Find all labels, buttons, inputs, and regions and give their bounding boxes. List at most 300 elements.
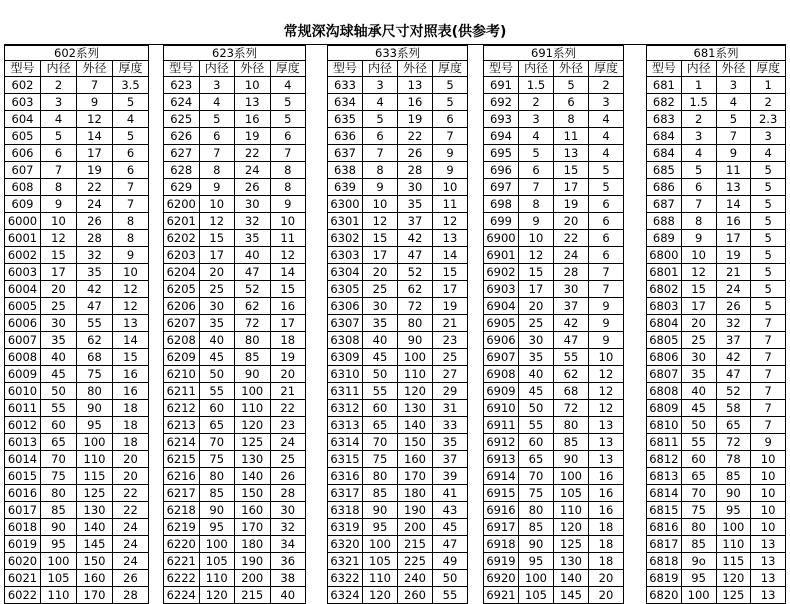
thickness-cell: 6 bbox=[113, 162, 149, 179]
inner-diameter-cell: 30 bbox=[199, 298, 235, 315]
outer-diameter-cell: 90 bbox=[398, 332, 433, 349]
model-cell: 6321 bbox=[328, 553, 363, 570]
table-row bbox=[647, 417, 786, 434]
model-cell: 685 bbox=[647, 162, 682, 179]
model-cell: 6015 bbox=[5, 468, 41, 485]
inner-diameter-cell: 85 bbox=[681, 536, 716, 553]
model-cell: 626 bbox=[164, 128, 200, 145]
model-cell: 6312 bbox=[328, 400, 363, 417]
thickness-cell: 55 bbox=[433, 587, 468, 604]
thickness-cell: 13 bbox=[751, 587, 786, 604]
table-row bbox=[164, 264, 306, 281]
thickness-cell: 16 bbox=[113, 366, 149, 383]
inner-diameter-cell: 70 bbox=[681, 485, 716, 502]
outer-diameter-cell: 19 bbox=[554, 196, 589, 213]
thickness-cell: 14 bbox=[270, 264, 306, 281]
outer-diameter-cell: 47 bbox=[398, 247, 433, 264]
inner-diameter-cell: 4 bbox=[41, 111, 77, 128]
table-row bbox=[5, 94, 149, 111]
model-cell: 6005 bbox=[5, 298, 41, 315]
inner-diameter-cell: 95 bbox=[519, 553, 554, 570]
thickness-cell: 5 bbox=[751, 298, 786, 315]
table-row bbox=[484, 570, 624, 587]
inner-diameter-cell: 35 bbox=[681, 366, 716, 383]
model-cell: 6818 bbox=[647, 553, 682, 570]
table-row bbox=[164, 196, 306, 213]
thickness-cell: 9 bbox=[113, 247, 149, 264]
inner-diameter-cell: 10 bbox=[199, 196, 235, 213]
series-name: 602系列 bbox=[5, 46, 149, 61]
table-row bbox=[164, 468, 306, 485]
thickness-cell: 40 bbox=[270, 587, 306, 604]
model-cell: 6009 bbox=[5, 366, 41, 383]
table-row bbox=[328, 162, 468, 179]
model-cell: 6315 bbox=[328, 451, 363, 468]
outer-diameter-cell: 100 bbox=[398, 349, 433, 366]
outer-diameter-cell: 90 bbox=[235, 366, 271, 383]
thickness-cell: 24 bbox=[270, 434, 306, 451]
column-header: 型号 bbox=[484, 61, 519, 77]
table-row bbox=[484, 247, 624, 264]
thickness-cell: 16 bbox=[113, 383, 149, 400]
model-cell: 6803 bbox=[647, 298, 682, 315]
outer-diameter-cell: 85 bbox=[554, 434, 589, 451]
model-cell: 6022 bbox=[5, 587, 41, 604]
table-row bbox=[484, 485, 624, 502]
thickness-cell: 6 bbox=[589, 247, 624, 264]
model-cell: 6011 bbox=[5, 400, 41, 417]
table-row bbox=[328, 94, 468, 111]
inner-diameter-cell: 8 bbox=[363, 162, 398, 179]
outer-diameter-cell: 13 bbox=[235, 94, 271, 111]
table-row bbox=[647, 94, 786, 111]
model-cell: 6820 bbox=[647, 587, 682, 604]
outer-diameter-cell: 125 bbox=[235, 434, 271, 451]
outer-diameter-cell: 52 bbox=[398, 264, 433, 281]
model-cell: 624 bbox=[164, 94, 200, 111]
outer-diameter-cell: 120 bbox=[716, 570, 751, 587]
model-cell: 6314 bbox=[328, 434, 363, 451]
thickness-cell: 15 bbox=[433, 264, 468, 281]
thickness-cell: 16 bbox=[589, 468, 624, 485]
thickness-cell: 8 bbox=[113, 230, 149, 247]
inner-diameter-cell: 30 bbox=[681, 349, 716, 366]
model-cell: 6317 bbox=[328, 485, 363, 502]
thickness-cell: 13 bbox=[433, 230, 468, 247]
inner-diameter-cell: 12 bbox=[519, 247, 554, 264]
table-row bbox=[5, 213, 149, 230]
thickness-cell: 8 bbox=[113, 213, 149, 230]
model-cell: 6811 bbox=[647, 434, 682, 451]
inner-diameter-cell: 80 bbox=[681, 519, 716, 536]
thickness-cell: 9 bbox=[751, 434, 786, 451]
thickness-cell: 2 bbox=[751, 94, 786, 111]
thickness-cell: 47 bbox=[433, 536, 468, 553]
outer-diameter-cell: 100 bbox=[554, 468, 589, 485]
outer-diameter-cell: 68 bbox=[554, 383, 589, 400]
thickness-cell: 5 bbox=[433, 77, 468, 94]
thickness-cell: 12 bbox=[433, 213, 468, 230]
outer-diameter-cell: 170 bbox=[235, 519, 271, 536]
table-row bbox=[647, 451, 786, 468]
model-cell: 6013 bbox=[5, 434, 41, 451]
inner-diameter-cell: 35 bbox=[363, 315, 398, 332]
thickness-cell: 36 bbox=[270, 553, 306, 570]
thickness-cell: 19 bbox=[270, 349, 306, 366]
inner-diameter-cell: 85 bbox=[363, 485, 398, 502]
model-cell: 6921 bbox=[484, 587, 519, 604]
model-cell: 6324 bbox=[328, 587, 363, 604]
model-cell: 636 bbox=[328, 128, 363, 145]
thickness-cell: 23 bbox=[270, 417, 306, 434]
inner-diameter-cell: 100 bbox=[681, 587, 716, 604]
column-header: 外径 bbox=[77, 61, 113, 77]
table-row bbox=[647, 485, 786, 502]
inner-diameter-cell: 120 bbox=[199, 587, 235, 604]
table-row bbox=[328, 196, 468, 213]
inner-diameter-cell: 50 bbox=[41, 383, 77, 400]
inner-diameter-cell: 8 bbox=[199, 162, 235, 179]
inner-diameter-cell: 45 bbox=[363, 349, 398, 366]
table-row bbox=[5, 417, 149, 434]
model-cell: 6904 bbox=[484, 298, 519, 315]
model-cell: 6913 bbox=[484, 451, 519, 468]
inner-diameter-cell: 90 bbox=[41, 519, 77, 536]
outer-diameter-cell: 16 bbox=[235, 111, 271, 128]
model-cell: 693 bbox=[484, 111, 519, 128]
thickness-cell: 9 bbox=[433, 162, 468, 179]
thickness-cell: 38 bbox=[270, 570, 306, 587]
outer-diameter-cell: 95 bbox=[77, 417, 113, 434]
thickness-cell: 12 bbox=[589, 366, 624, 383]
model-cell: 6919 bbox=[484, 553, 519, 570]
thickness-cell: 5 bbox=[751, 230, 786, 247]
inner-diameter-cell: 110 bbox=[363, 570, 398, 587]
table-row bbox=[647, 128, 786, 145]
table-row bbox=[647, 400, 786, 417]
table-row bbox=[328, 179, 468, 196]
table-row bbox=[164, 111, 306, 128]
thickness-cell: 13 bbox=[113, 315, 149, 332]
outer-diameter-cell: 8 bbox=[554, 111, 589, 128]
table-row bbox=[647, 383, 786, 400]
outer-diameter-cell: 120 bbox=[398, 383, 433, 400]
table-row bbox=[484, 451, 624, 468]
table-row bbox=[647, 281, 786, 298]
outer-diameter-cell: 72 bbox=[398, 298, 433, 315]
thickness-cell: 2.3 bbox=[751, 111, 786, 128]
table-row bbox=[484, 196, 624, 213]
outer-diameter-cell: 21 bbox=[716, 264, 751, 281]
outer-diameter-cell: 11 bbox=[554, 128, 589, 145]
table-row bbox=[328, 536, 468, 553]
thickness-cell: 12 bbox=[589, 383, 624, 400]
outer-diameter-cell: 130 bbox=[554, 553, 589, 570]
outer-diameter-cell: 110 bbox=[554, 502, 589, 519]
table-row bbox=[164, 383, 306, 400]
model-cell: 6218 bbox=[164, 502, 200, 519]
table-row bbox=[164, 179, 306, 196]
thickness-cell: 12 bbox=[113, 281, 149, 298]
column-header: 内径 bbox=[41, 61, 77, 77]
model-cell: 6817 bbox=[647, 536, 682, 553]
outer-diameter-cell: 215 bbox=[235, 587, 271, 604]
table-row bbox=[5, 587, 149, 604]
thickness-cell: 27 bbox=[433, 366, 468, 383]
model-cell: 637 bbox=[328, 145, 363, 162]
column-header: 外径 bbox=[716, 61, 751, 77]
outer-diameter-cell: 110 bbox=[398, 366, 433, 383]
outer-diameter-cell: 4 bbox=[716, 94, 751, 111]
series-table-691 bbox=[483, 45, 624, 604]
inner-diameter-cell: 75 bbox=[519, 485, 554, 502]
thickness-cell: 7 bbox=[751, 400, 786, 417]
inner-diameter-cell: 40 bbox=[41, 349, 77, 366]
inner-diameter-cell: 65 bbox=[41, 434, 77, 451]
thickness-cell: 50 bbox=[433, 570, 468, 587]
outer-diameter-cell: 28 bbox=[77, 230, 113, 247]
model-cell: 682 bbox=[647, 94, 682, 111]
model-cell: 6300 bbox=[328, 196, 363, 213]
model-cell: 686 bbox=[647, 179, 682, 196]
inner-diameter-cell: 100 bbox=[41, 553, 77, 570]
model-cell: 684 bbox=[647, 128, 682, 145]
model-cell: 6812 bbox=[647, 451, 682, 468]
table-row bbox=[5, 179, 149, 196]
bearing-table bbox=[327, 45, 468, 604]
outer-diameter-cell: 145 bbox=[77, 536, 113, 553]
thickness-cell: 12 bbox=[270, 247, 306, 264]
table-row bbox=[164, 519, 306, 536]
inner-diameter-cell: 15 bbox=[519, 264, 554, 281]
outer-diameter-cell: 35 bbox=[398, 196, 433, 213]
thickness-cell: 17 bbox=[270, 315, 306, 332]
thickness-cell: 45 bbox=[433, 519, 468, 536]
table-row bbox=[647, 162, 786, 179]
thickness-cell: 26 bbox=[270, 468, 306, 485]
column-header: 厚度 bbox=[113, 61, 149, 77]
model-cell: 6801 bbox=[647, 264, 682, 281]
inner-diameter-cell: 25 bbox=[363, 281, 398, 298]
table-row bbox=[164, 281, 306, 298]
table-row bbox=[647, 230, 786, 247]
table-row bbox=[5, 502, 149, 519]
thickness-cell: 9 bbox=[433, 145, 468, 162]
outer-diameter-cell: 90 bbox=[77, 400, 113, 417]
thickness-cell: 4 bbox=[270, 77, 306, 94]
thickness-cell: 7 bbox=[751, 349, 786, 366]
table-row bbox=[5, 77, 149, 94]
thickness-cell: 10 bbox=[751, 451, 786, 468]
outer-diameter-cell: 68 bbox=[77, 349, 113, 366]
outer-diameter-cell: 32 bbox=[235, 213, 271, 230]
table-row bbox=[484, 349, 624, 366]
model-cell: 639 bbox=[328, 179, 363, 196]
inner-diameter-cell: 9 bbox=[681, 230, 716, 247]
thickness-cell: 7 bbox=[751, 315, 786, 332]
model-cell: 6016 bbox=[5, 485, 41, 502]
table-row bbox=[484, 383, 624, 400]
outer-diameter-cell: 13 bbox=[398, 77, 433, 94]
thickness-cell: 20 bbox=[113, 468, 149, 485]
outer-diameter-cell: 47 bbox=[77, 298, 113, 315]
table-row bbox=[647, 434, 786, 451]
thickness-cell: 7 bbox=[270, 145, 306, 162]
table-row bbox=[647, 570, 786, 587]
series-name: 633系列 bbox=[328, 46, 468, 61]
outer-diameter-cell: 200 bbox=[235, 570, 271, 587]
model-cell: 6806 bbox=[647, 349, 682, 366]
thickness-cell: 24 bbox=[113, 536, 149, 553]
table-row bbox=[647, 536, 786, 553]
inner-diameter-cell: 10 bbox=[41, 213, 77, 230]
thickness-cell: 34 bbox=[270, 536, 306, 553]
bearing-table bbox=[163, 45, 306, 604]
inner-diameter-cell: 35 bbox=[519, 349, 554, 366]
outer-diameter-cell: 90 bbox=[716, 485, 751, 502]
thickness-cell: 12 bbox=[589, 400, 624, 417]
model-cell: 6819 bbox=[647, 570, 682, 587]
thickness-cell: 9 bbox=[589, 298, 624, 315]
outer-diameter-cell: 7 bbox=[77, 77, 113, 94]
table-row bbox=[484, 553, 624, 570]
model-cell: 6003 bbox=[5, 264, 41, 281]
inner-diameter-cell: 6 bbox=[363, 128, 398, 145]
outer-diameter-cell: 105 bbox=[554, 485, 589, 502]
outer-diameter-cell: 30 bbox=[554, 281, 589, 298]
inner-diameter-cell: 20 bbox=[681, 315, 716, 332]
model-cell: 6301 bbox=[328, 213, 363, 230]
table-row bbox=[328, 519, 468, 536]
column-header: 型号 bbox=[5, 61, 41, 77]
inner-diameter-cell: 8 bbox=[41, 179, 77, 196]
thickness-cell: 10 bbox=[751, 468, 786, 485]
thickness-cell: 6 bbox=[589, 230, 624, 247]
table-row bbox=[647, 553, 786, 570]
table-row bbox=[328, 366, 468, 383]
series-name: 691系列 bbox=[484, 46, 624, 61]
inner-diameter-cell: 90 bbox=[199, 502, 235, 519]
model-cell: 635 bbox=[328, 111, 363, 128]
table-row bbox=[328, 434, 468, 451]
inner-diameter-cell: 1 bbox=[681, 77, 716, 94]
outer-diameter-cell: 7 bbox=[716, 128, 751, 145]
outer-diameter-cell: 65 bbox=[716, 417, 751, 434]
inner-diameter-cell: 4 bbox=[363, 94, 398, 111]
inner-diameter-cell: 50 bbox=[681, 417, 716, 434]
outer-diameter-cell: 9 bbox=[77, 94, 113, 111]
inner-diameter-cell: 3 bbox=[519, 111, 554, 128]
outer-diameter-cell: 110 bbox=[716, 536, 751, 553]
inner-diameter-cell: 20 bbox=[199, 264, 235, 281]
column-header: 内径 bbox=[363, 61, 398, 77]
thickness-cell: 9 bbox=[589, 315, 624, 332]
table-row bbox=[484, 332, 624, 349]
outer-diameter-cell: 110 bbox=[235, 400, 271, 417]
thickness-cell: 5 bbox=[751, 264, 786, 281]
table-row bbox=[647, 315, 786, 332]
outer-diameter-cell: 32 bbox=[77, 247, 113, 264]
thickness-cell: 21 bbox=[433, 315, 468, 332]
inner-diameter-cell: 2 bbox=[681, 111, 716, 128]
outer-diameter-cell: 62 bbox=[77, 332, 113, 349]
thickness-cell: 28 bbox=[270, 485, 306, 502]
thickness-cell: 7 bbox=[589, 281, 624, 298]
inner-diameter-cell: 20 bbox=[363, 264, 398, 281]
model-cell: 6210 bbox=[164, 366, 200, 383]
bearing-table bbox=[483, 45, 624, 604]
model-cell: 6909 bbox=[484, 383, 519, 400]
thickness-cell: 10 bbox=[589, 349, 624, 366]
thickness-cell: 9 bbox=[589, 332, 624, 349]
model-cell: 609 bbox=[5, 196, 41, 213]
model-cell: 6903 bbox=[484, 281, 519, 298]
table-row bbox=[5, 366, 149, 383]
model-cell: 6912 bbox=[484, 434, 519, 451]
inner-diameter-cell: 45 bbox=[199, 349, 235, 366]
table-row bbox=[5, 553, 149, 570]
inner-diameter-cell: 1.5 bbox=[681, 94, 716, 111]
inner-diameter-cell: 8 bbox=[681, 213, 716, 230]
model-cell: 6204 bbox=[164, 264, 200, 281]
thickness-cell: 3 bbox=[589, 94, 624, 111]
inner-diameter-cell: 105 bbox=[41, 570, 77, 587]
table-row bbox=[484, 434, 624, 451]
outer-diameter-cell: 80 bbox=[398, 315, 433, 332]
model-cell: 6014 bbox=[5, 451, 41, 468]
table-row bbox=[164, 332, 306, 349]
table-row bbox=[484, 94, 624, 111]
inner-diameter-cell: 20 bbox=[519, 298, 554, 315]
model-cell: 6318 bbox=[328, 502, 363, 519]
column-header: 型号 bbox=[328, 61, 363, 77]
model-cell: 6205 bbox=[164, 281, 200, 298]
model-cell: 6212 bbox=[164, 400, 200, 417]
model-cell: 6808 bbox=[647, 383, 682, 400]
outer-diameter-cell: 16 bbox=[716, 213, 751, 230]
inner-diameter-cell: 7 bbox=[41, 162, 77, 179]
table-row bbox=[484, 179, 624, 196]
series-table-623 bbox=[163, 45, 306, 604]
model-cell: 6805 bbox=[647, 332, 682, 349]
thickness-cell: 1 bbox=[751, 77, 786, 94]
model-cell: 625 bbox=[164, 111, 200, 128]
outer-diameter-cell: 100 bbox=[77, 434, 113, 451]
inner-diameter-cell: 3 bbox=[681, 128, 716, 145]
table-row bbox=[328, 570, 468, 587]
thickness-cell: 15 bbox=[113, 349, 149, 366]
model-cell: 6802 bbox=[647, 281, 682, 298]
table-row bbox=[164, 434, 306, 451]
model-cell: 6006 bbox=[5, 315, 41, 332]
table-row bbox=[647, 349, 786, 366]
table-row bbox=[5, 281, 149, 298]
table-row bbox=[484, 128, 624, 145]
outer-diameter-cell: 20 bbox=[554, 213, 589, 230]
table-row bbox=[328, 553, 468, 570]
outer-diameter-cell: 125 bbox=[77, 485, 113, 502]
outer-diameter-cell: 22 bbox=[77, 179, 113, 196]
inner-diameter-cell: 40 bbox=[363, 332, 398, 349]
outer-diameter-cell: 22 bbox=[398, 128, 433, 145]
table-row bbox=[484, 417, 624, 434]
table-row bbox=[5, 247, 149, 264]
model-cell: 6217 bbox=[164, 485, 200, 502]
inner-diameter-cell: 40 bbox=[519, 366, 554, 383]
inner-diameter-cell: 80 bbox=[199, 468, 235, 485]
thickness-cell: 10 bbox=[113, 264, 149, 281]
model-cell: 6918 bbox=[484, 536, 519, 553]
